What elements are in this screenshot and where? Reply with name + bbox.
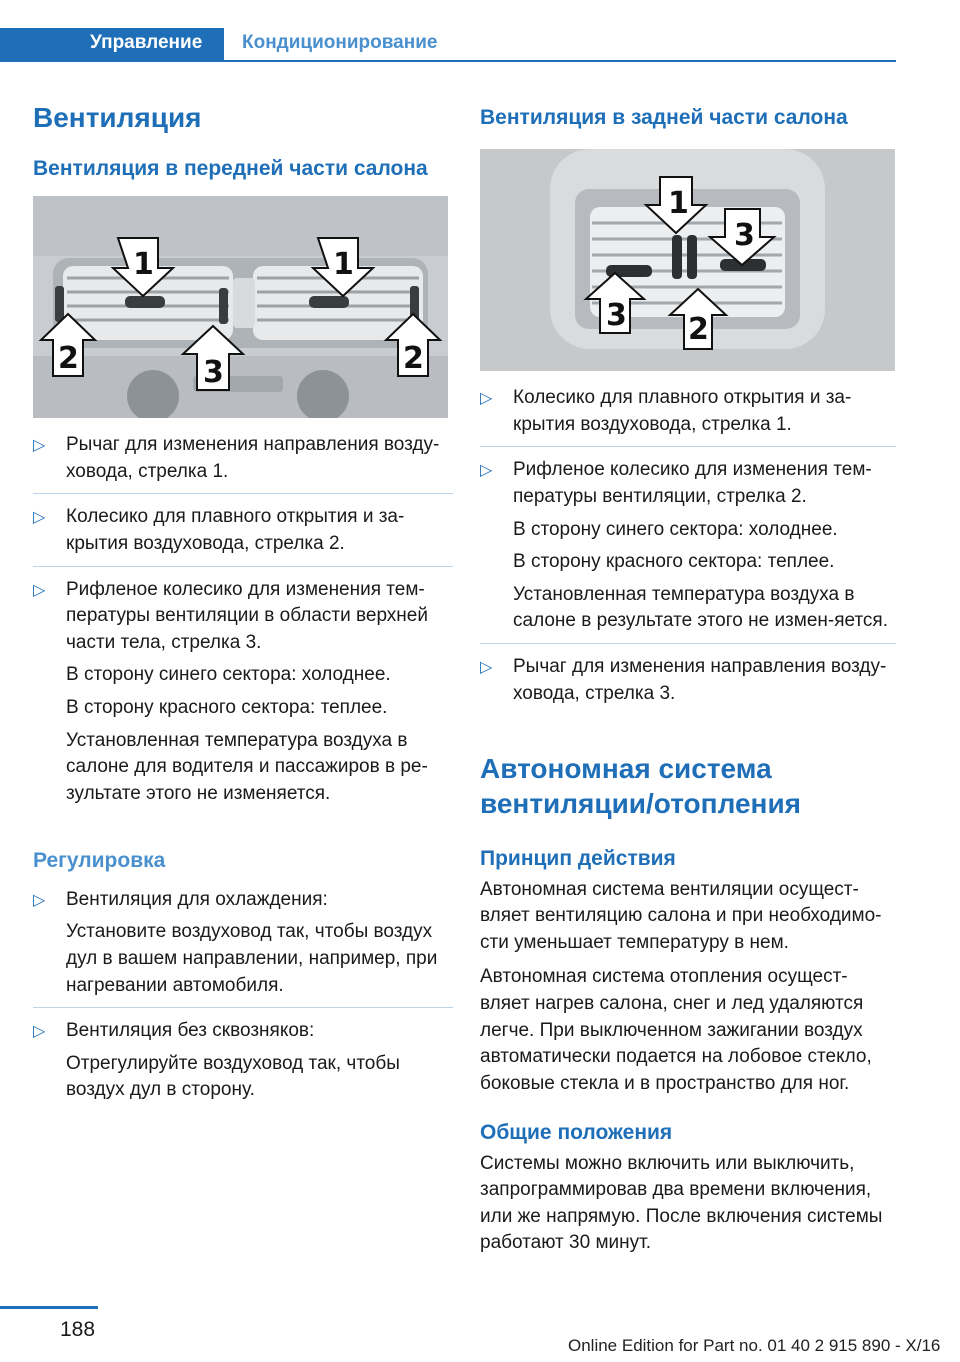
triangle-bullet-icon: ▷ xyxy=(480,462,493,480)
left-column xyxy=(33,100,453,1104)
rear-callout-3b: 3 xyxy=(606,298,627,334)
rear-vents-figure xyxy=(480,149,895,371)
section-title-autonomous: Автономная система вентиляции/отопления xyxy=(480,753,802,820)
list-separator xyxy=(480,446,896,447)
list-separator xyxy=(33,1007,453,1008)
rear-callout-1: 1 xyxy=(668,186,689,222)
triangle-bullet-icon: ▷ xyxy=(33,581,46,599)
list-subtext: Отрегулируйте воздуховод так, чтобы воздух дул в сторону. xyxy=(66,1052,400,1101)
page-number: 188 xyxy=(60,1318,96,1341)
right-column xyxy=(480,100,896,1257)
list-subtext: В сторону красного сектора: теплее. xyxy=(513,551,835,573)
rear-callout-2: 2 xyxy=(688,312,709,348)
front-vents-list xyxy=(33,432,453,807)
triangle-bullet-icon: ▷ xyxy=(33,1023,46,1041)
rear-callout-3a: 3 xyxy=(734,218,755,254)
list-separator xyxy=(33,493,453,494)
subsection-title-front: Вентиляция в передней части салона xyxy=(33,157,428,180)
front-callout-2b: 2 xyxy=(403,341,424,377)
paragraph: Автономная система отопления осущест-вляет нагрев салона, снег и лед удаляются легче. При выключенном зажигании воздух автоматически подается на лобовое стекло, боковые стекла и в пространство для ног. xyxy=(480,966,872,1094)
header-rule xyxy=(224,60,896,62)
triangle-bullet-icon: ▷ xyxy=(480,659,493,677)
list-item: ▷ Рифленое колесико для изменения тем-пературы вентиляции в области верхней части тела, стрелка 3. В сторону синего сектора: холоднее. В сторону красного сектора: теплее. Установленная температура воздуха в салоне для водителя и пассажиров в ре-зультате этого не изменяется. xyxy=(33,577,453,808)
triangle-bullet-icon: ▷ xyxy=(480,390,493,408)
adjustment-list xyxy=(33,887,453,1104)
triangle-bullet-icon: ▷ xyxy=(33,891,46,909)
triangle-bullet-icon: ▷ xyxy=(33,509,46,527)
subsection-title-rear: Вентиляция в задней части салона xyxy=(480,106,848,129)
front-callout-1b: 1 xyxy=(333,247,354,283)
rear-vents-illustration xyxy=(480,149,895,371)
list-subtext: В сторону синего сектора: холоднее. xyxy=(66,664,391,686)
header-tab-inactive: Кондиционирование xyxy=(242,32,438,53)
footer-rule xyxy=(0,1306,98,1309)
list-item: ▷ Колесико для плавного открытия и за-крытия воздуховода, стрелка 2. xyxy=(33,506,405,555)
list-separator xyxy=(480,643,896,644)
subsection-title-adjustment: Регулировка xyxy=(33,849,166,873)
section-title-ventilation: Вентиляция xyxy=(33,102,202,133)
triangle-bullet-icon: ▷ xyxy=(33,437,46,455)
list-item: ▷ Колесико для плавного открытия и за-крытия воздуховода, стрелка 1. xyxy=(480,387,852,435)
front-callout-1a: 1 xyxy=(133,247,154,283)
list-subtext: Установленная температура воздуха в салоне для водителя и пассажиров в ре-зультате этого не изменяется. xyxy=(66,729,428,804)
list-subtext: Установите воздуховод так, чтобы воздух дул в вашем направлении, например, при нагревании автомобиля. xyxy=(66,921,438,996)
front-vents-figure xyxy=(33,196,448,418)
header-tab-active: Управление xyxy=(90,32,203,53)
list-item: ▷ Вентиляция без сквозняков: Отрегулируйте воздуховод так, чтобы воздух дул в сторону. xyxy=(33,1018,453,1104)
list-separator xyxy=(33,566,453,567)
paragraph: Автономная система вентиляции осущест-вляет вентиляцию салона и при необходимо-сти уменьшает температуру в нем. xyxy=(480,878,882,953)
list-subtext: Установленная температура воздуха в салоне в результате этого не измен-яется. xyxy=(513,583,888,632)
list-item: ▷ Рычаг для изменения направления возду-ховода, стрелка 1. xyxy=(33,434,440,482)
subsection-title-principle: Принцип действия xyxy=(480,847,676,871)
rear-vents-list xyxy=(480,385,896,707)
front-callout-2a: 2 xyxy=(58,341,79,377)
front-callout-3: 3 xyxy=(203,355,224,391)
subsection-title-general: Общие положения xyxy=(480,1121,673,1145)
list-item: ▷ Рифленое колесико для изменения тем-пературы вентиляции, стрелка 2. В сторону синего сектора: холоднее. В сторону красного сектора: теплее. Установленная температура воздуха в салоне в результате этого не измен-яется. xyxy=(480,457,896,635)
list-subtext: В сторону синего сектора: холоднее. xyxy=(513,518,838,540)
front-vents-illustration xyxy=(33,196,448,418)
list-subtext: В сторону красного сектора: теплее. xyxy=(66,697,388,719)
paragraph: Системы можно включить или выключить, запрограммировав два времени включения, или же напрямую. После включения системы работают 30 минут. xyxy=(480,1152,883,1254)
edition-text: Online Edition for Part no. 01 40 2 915 890 - X/16 xyxy=(568,1336,941,1355)
list-item: ▷ Рычаг для изменения направления возду-ховода, стрелка 3. xyxy=(480,656,887,704)
list-item: ▷ Вентиляция для охлаждения: Установите воздуховод так, чтобы воздух дул в вашем направлении, например, при нагревании автомобиля. xyxy=(33,887,453,999)
